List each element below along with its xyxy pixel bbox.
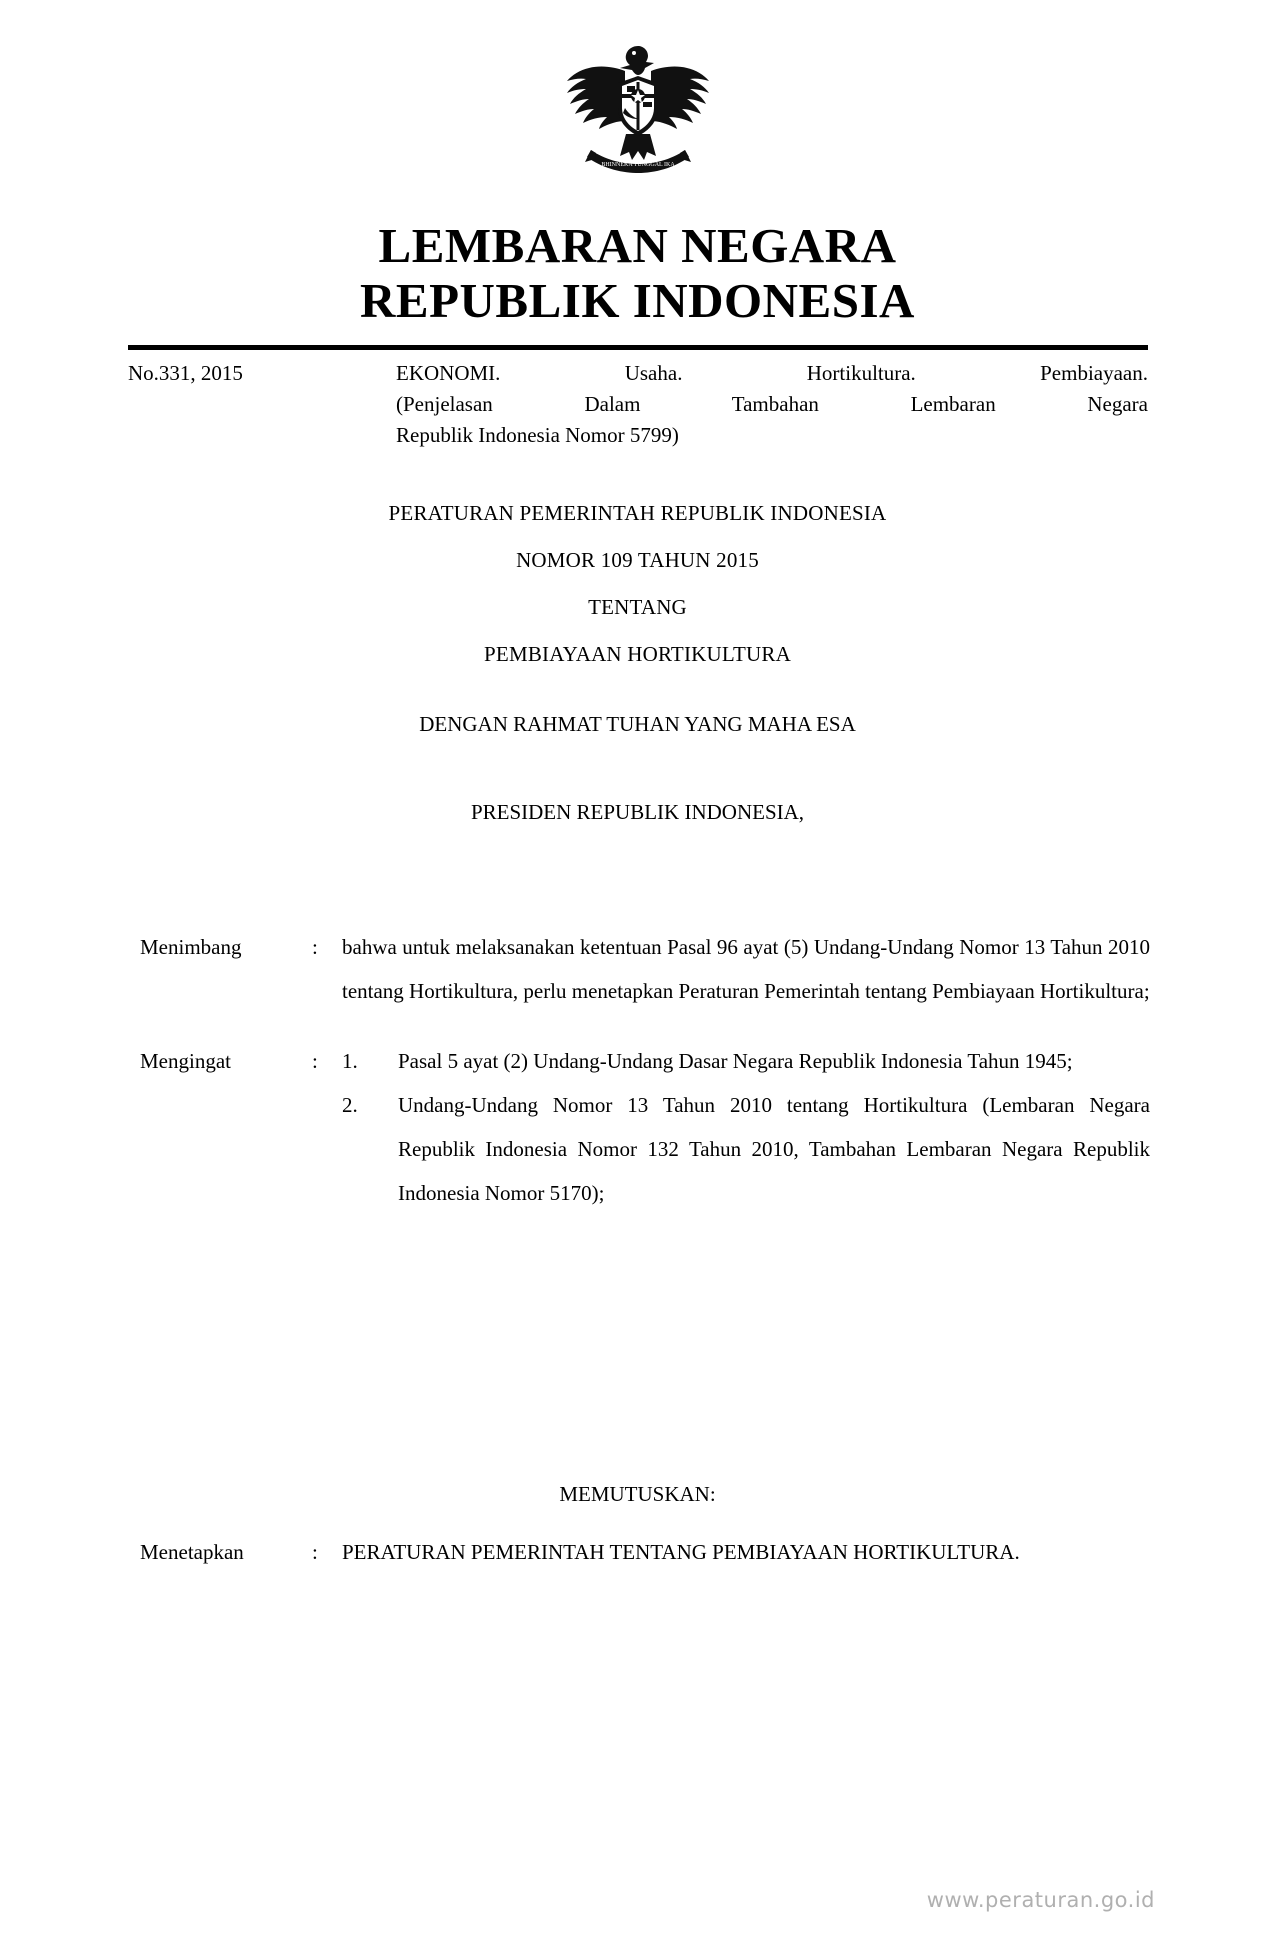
document-meta xyxy=(128,358,1148,451)
regulation-title: PERATURAN PEMERINTAH REPUBLIK INDONESIA xyxy=(388,501,887,525)
menimbang-text: bahwa untuk melaksanakan ketentuan Pasal 96 ayat (5) Undang-Undang Nomor 13 Tahun 2010 tentang Hortikultura, perlu menetapkan Peraturan Pemerintah tentang Pembiayaan Hortikultura; xyxy=(342,935,1150,1003)
subject-line-2: (Penjelasan Dalam Tambahan Lembaran Negara xyxy=(396,392,1148,416)
clause-menetapkan xyxy=(140,1530,1150,1574)
menimbang-label: Menimbang xyxy=(140,935,242,959)
clauses-section xyxy=(140,925,1150,1241)
list-item-text: Pasal 5 ayat (2) Undang-Undang Dasar Negara Republik Indonesia Tahun 1945; xyxy=(398,1049,1073,1073)
menetapkan-colon: : xyxy=(312,1540,318,1564)
regulation-number: NOMOR 109 TAHUN 2015 xyxy=(516,548,759,572)
clause-menimbang xyxy=(140,925,1150,1013)
mengingat-colon: : xyxy=(312,1049,318,1073)
footer-watermark: www.peraturan.go.id xyxy=(926,1888,1155,1912)
subject-block xyxy=(396,358,1148,451)
mengingat-list xyxy=(342,1039,1150,1215)
menimbang-colon: : xyxy=(312,935,318,959)
masthead xyxy=(0,218,1275,328)
subject-line-1: EKONOMI. Usaha. Hortikultura. Pembiayaan. xyxy=(396,361,1148,385)
menetapkan-label: Menetapkan xyxy=(140,1540,244,1564)
list-item xyxy=(342,1039,1150,1083)
header-divider xyxy=(128,345,1148,350)
regulation-subject: PEMBIAYAAN HORTIKULTURA xyxy=(484,642,791,666)
regulation-title-block xyxy=(0,490,1275,678)
subject-line-3: Republik Indonesia Nomor 5799) xyxy=(396,423,679,447)
list-item-number: 1. xyxy=(342,1049,358,1073)
invocation-line: DENGAN RAHMAT TUHAN YANG MAHA ESA xyxy=(419,712,856,736)
menetapkan-text: PERATURAN PEMERINTAH TENTANG PEMBIAYAAN HORTIKULTURA. xyxy=(342,1540,1020,1564)
list-item-text: Undang-Undang Nomor 13 Tahun 2010 tentang Hortikultura (Lembaran Negara Republik Indonesia Nomor 132 Tahun 2010, Tambahan Lembaran Negara Republik Indonesia Nomor 5170); xyxy=(398,1093,1150,1205)
mengingat-label: Mengingat xyxy=(140,1049,231,1073)
garuda-pancasila-emblem xyxy=(563,38,713,178)
memutuskan-heading: MEMUTUSKAN: xyxy=(559,1482,716,1506)
masthead-line-2: REPUBLIK INDONESIA xyxy=(360,273,915,328)
emblem-container xyxy=(0,38,1275,178)
list-item-number: 2. xyxy=(342,1093,358,1117)
masthead-line-1: LEMBARAN NEGARA xyxy=(378,218,897,273)
regulation-about-label: TENTANG xyxy=(588,595,687,619)
gazette-number: No.331, 2015 xyxy=(128,361,243,385)
emblem-motto: BHINNEKA TUNGGAL IKA xyxy=(600,162,675,168)
president-line: PRESIDEN REPUBLIK INDONESIA, xyxy=(470,800,805,824)
list-item xyxy=(342,1083,1150,1215)
clause-mengingat xyxy=(140,1039,1150,1215)
